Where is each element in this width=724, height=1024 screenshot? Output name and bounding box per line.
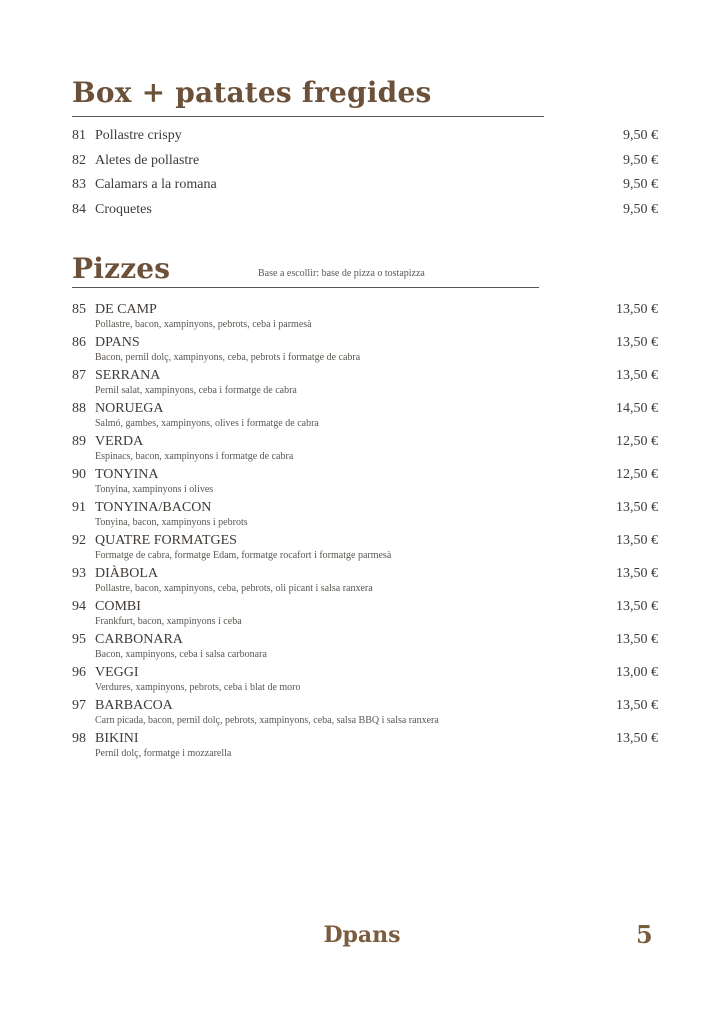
item-number: 86	[72, 335, 86, 350]
item-name: VEGGI	[95, 665, 139, 680]
item-number: 91	[72, 500, 86, 515]
footer-brand: Dpans	[323, 922, 401, 948]
item-number: 96	[72, 665, 86, 680]
item-price: 13,00 €	[616, 665, 658, 680]
item-number: 84	[72, 201, 86, 217]
item-name: Calamars a la romana	[95, 177, 217, 192]
item-description: Pollastre, bacon, xampinyons, ceba, pebrots, oli picant i salsa ranxera	[95, 583, 373, 594]
pizza-base-note: Base a escollir: base de pizza o tostapizza	[258, 268, 425, 279]
item-number: 94	[72, 599, 86, 614]
item-price: 12,50 €	[616, 467, 658, 482]
item-price: 13,50 €	[616, 368, 658, 383]
item-number: 81	[72, 128, 86, 143]
item-name: COMBI	[95, 599, 141, 614]
item-description: Pollastre, bacon, xampinyons, pebrots, ceba i parmesà	[95, 319, 312, 330]
item-description: Formatge de cabra, formatge Edam, formatge rocafort i formatge parmesà	[95, 550, 392, 561]
item-name: Aletes de pollastre	[95, 152, 200, 168]
item-description: Carn picada, bacon, pernil dolç, pebrots, xampinyons, ceba, salsa BBQ i salsa ranxera	[95, 715, 439, 726]
item-number: 95	[72, 632, 86, 647]
item-price: 9,50 €	[623, 152, 658, 168]
item-price: 9,50 €	[623, 201, 658, 217]
item-price: 9,50 €	[623, 177, 658, 192]
item-number: 98	[72, 731, 86, 746]
item-description: Frankfurt, bacon, xampinyons i ceba	[95, 616, 242, 627]
item-name: TONYINA	[95, 467, 159, 482]
item-number: 89	[72, 434, 86, 449]
item-name: DE CAMP	[95, 302, 157, 317]
item-name: Croquetes	[95, 201, 152, 217]
item-name: BIKINI	[95, 731, 139, 746]
item-description: Espinacs, bacon, xampinyons i formatge de cabra	[95, 451, 294, 462]
item-description: Pernil dolç, formatge i mozzarella	[95, 748, 232, 759]
item-name: TONYINA/BACON	[95, 500, 212, 515]
item-name: DIÀBOLA	[95, 566, 158, 581]
item-number: 85	[72, 302, 86, 317]
item-name: CARBONARA	[95, 632, 183, 647]
item-number: 97	[72, 698, 86, 713]
item-name: Pollastre crispy	[95, 128, 182, 143]
section-title-box: Box + patates fregides	[72, 76, 432, 109]
page-number: 5	[636, 920, 653, 949]
section-divider	[72, 116, 544, 117]
item-number: 82	[72, 152, 86, 168]
item-name: BARBACOA	[95, 698, 173, 713]
item-price: 13,50 €	[616, 500, 658, 515]
item-description: Bacon, xampinyons, ceba i salsa carbonara	[95, 649, 267, 660]
item-number: 92	[72, 533, 86, 548]
item-description: Pernil salat, xampinyons, ceba i formatge de cabra	[95, 385, 297, 396]
item-description: Tonyina, xampinyons i olives	[95, 484, 214, 495]
item-name: SERRANA	[95, 368, 161, 383]
item-price: 13,50 €	[616, 698, 658, 713]
item-name: VERDA	[95, 434, 144, 449]
item-description: Verdures, xampinyons, pebrots, ceba i blat de moro	[95, 682, 301, 693]
item-description: Bacon, pernil dolç, xampinyons, ceba, pebrots i formatge de cabra	[95, 352, 361, 363]
item-number: 93	[72, 566, 86, 581]
item-price: 13,50 €	[616, 599, 658, 614]
item-description: Salmó, gambes, xampinyons, olives i formatge de cabra	[95, 418, 319, 429]
item-price: 13,50 €	[616, 302, 658, 317]
item-number: 87	[72, 368, 86, 383]
item-name: DPANS	[95, 335, 140, 350]
item-price: 13,50 €	[616, 731, 658, 746]
item-price: 13,50 €	[616, 335, 658, 350]
item-number: 83	[72, 177, 86, 192]
section-title-pizzes: Pizzes	[72, 252, 171, 285]
section-divider	[72, 287, 539, 288]
item-name: QUATRE FORMATGES	[95, 533, 237, 548]
item-price: 13,50 €	[616, 533, 658, 548]
item-price: 13,50 €	[616, 566, 658, 581]
item-price: 9,50 €	[623, 128, 658, 143]
item-number: 88	[72, 401, 86, 416]
item-price: 13,50 €	[616, 632, 658, 647]
item-number: 90	[72, 467, 86, 482]
item-name: NORUEGA	[95, 401, 164, 416]
item-price: 12,50 €	[616, 434, 658, 449]
item-price: 14,50 €	[616, 401, 658, 416]
item-description: Tonyina, bacon, xampinyons i pebrots	[95, 517, 248, 528]
